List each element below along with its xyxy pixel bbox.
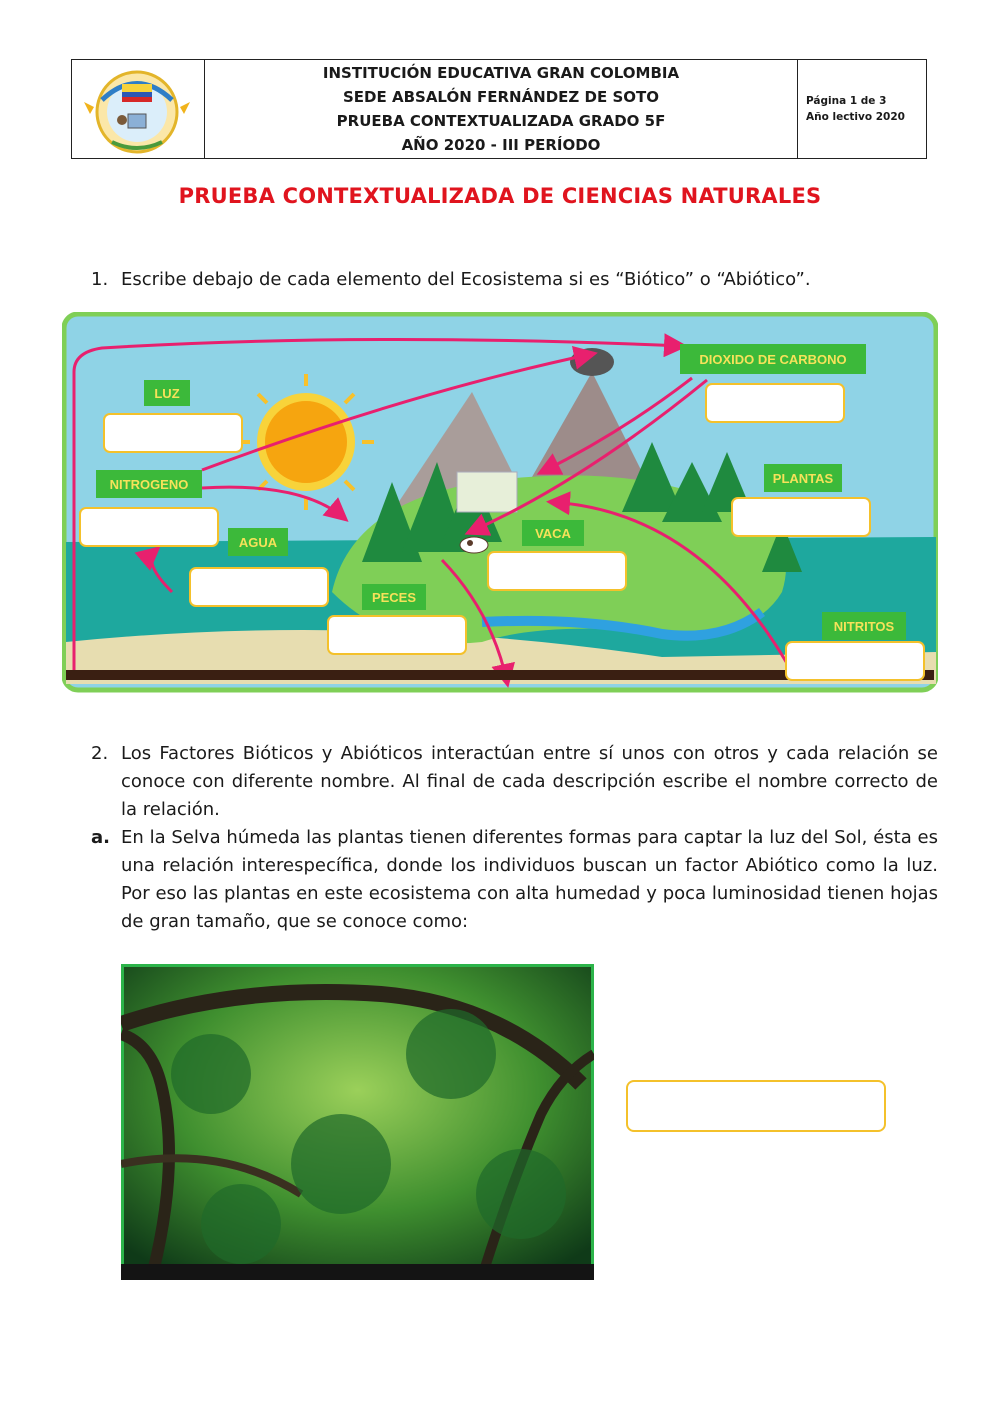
ecosystem-diagram — [62, 312, 938, 694]
label-agua — [228, 528, 288, 556]
label-vaca — [522, 520, 584, 546]
period: AÑO 2020 - III PERÍODO — [401, 136, 601, 154]
question-number: 2. — [91, 743, 109, 764]
branch-name: SEDE ABSALÓN FERNÁNDEZ DE SOTO — [343, 88, 659, 106]
logo-cell — [72, 60, 205, 158]
svg-text:NITROGENO: NITROGENO — [109, 477, 189, 492]
page-title: PRUEBA CONTEXTUALIZADA DE CIENCIAS NATURALES — [178, 184, 822, 208]
header-info — [205, 60, 798, 158]
page-info — [798, 60, 926, 158]
label-nitritos — [822, 612, 906, 640]
building — [457, 472, 517, 512]
answer-box-dioxido[interactable] — [706, 384, 844, 422]
school-year: Año lectivo 2020 — [806, 111, 905, 123]
page-number: Página 1 de 3 — [806, 95, 887, 107]
svg-text:VACA: VACA — [535, 526, 571, 541]
test-name: PRUEBA CONTEXTUALIZADA GRADO 5F — [336, 112, 666, 130]
jungle-photo — [121, 964, 594, 1280]
answer-box-plantas[interactable] — [732, 498, 870, 536]
answer-box-agua[interactable] — [190, 568, 328, 606]
question-letter: a. — [91, 827, 110, 848]
question-text: Los Factores Bióticos y Abióticos interactúan entre sí unos con otros y cada relación se conoce con diferente nombre. Al final de cada descripción escribe el nombre correcto de la relación. — [121, 743, 938, 820]
school-logo — [82, 62, 192, 156]
label-plantas — [764, 464, 842, 492]
question-text: Escribe debajo de cada elemento del Ecosistema si es “Biótico” o “Abiótico”. — [121, 269, 811, 290]
question-text: En la Selva húmeda las plantas tienen diferentes formas para captar la luz del Sol, ésta es una relación interespecífica, donde los individuos buscan un factor Abiótico como la luz. Por eso las plantas en este ecosistema con alta humedad y poca luminosidad tienen hojas de gran tamaño, que se conoce como: — [121, 827, 938, 932]
answer-box-peces[interactable] — [328, 616, 466, 654]
svg-text:AGUA: AGUA — [238, 535, 278, 550]
volcano-smoke — [570, 348, 614, 376]
answer-box-a[interactable] — [626, 1080, 886, 1132]
header-table — [71, 59, 927, 159]
answer-box-nitritos[interactable] — [786, 642, 924, 680]
answer-box-nitrogeno[interactable] — [80, 508, 218, 546]
svg-text:DIOXIDO DE CARBONO: DIOXIDO DE CARBONO — [699, 352, 847, 367]
question-a — [91, 824, 941, 939]
label-nitrogeno — [96, 470, 202, 498]
cow-icon — [460, 537, 488, 553]
answer-box-luz[interactable] — [104, 414, 242, 452]
svg-text:LUZ: LUZ — [154, 386, 180, 401]
question-2 — [91, 740, 941, 820]
question-number: 1. — [91, 269, 109, 290]
label-luz — [144, 380, 190, 406]
answer-box-vaca[interactable] — [488, 552, 626, 590]
svg-text:NITRITOS: NITRITOS — [833, 619, 895, 634]
label-dioxido — [680, 344, 866, 374]
label-peces — [362, 584, 426, 610]
school-name: INSTITUCIÓN EDUCATIVA GRAN COLOMBIA — [322, 64, 680, 82]
svg-text:PECES: PECES — [371, 590, 417, 605]
svg-text:PLANTAS: PLANTAS — [772, 471, 834, 486]
